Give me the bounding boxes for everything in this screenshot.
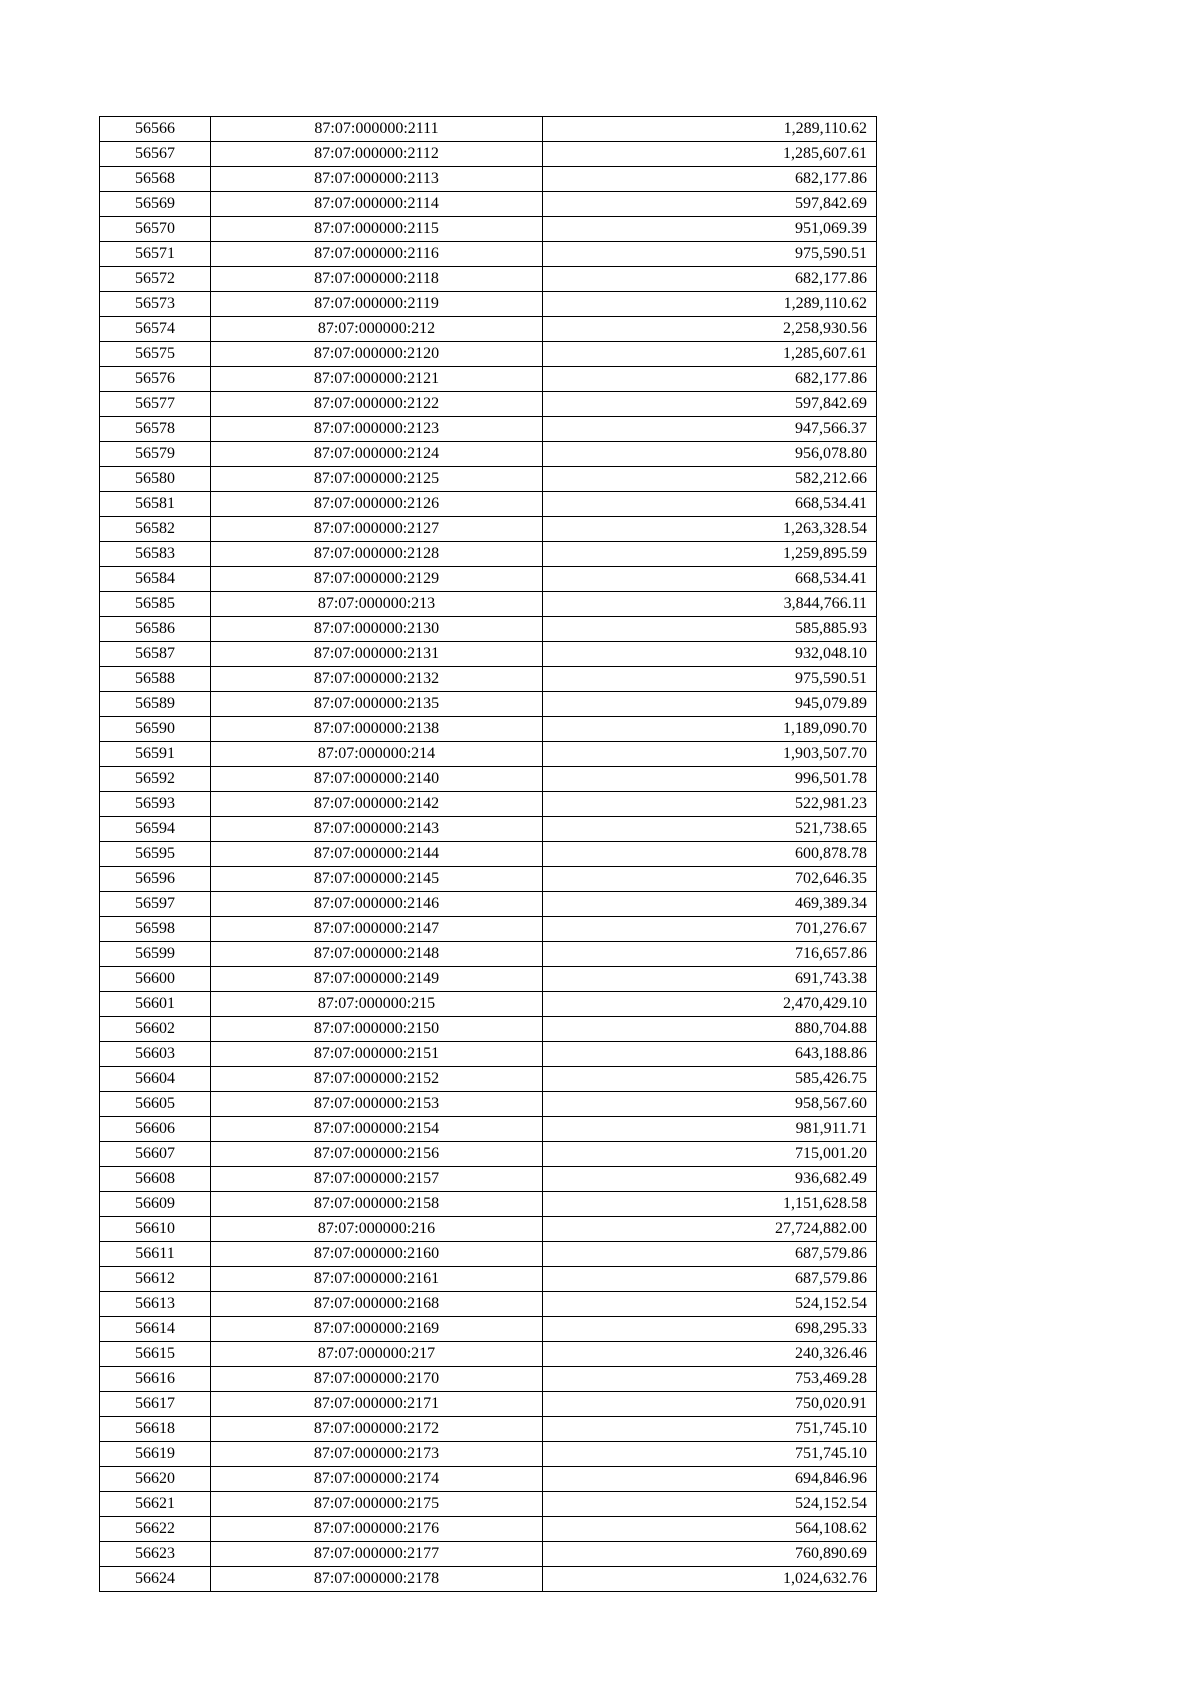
value-cell: 521,738.65 — [543, 817, 877, 842]
value-cell: 1,263,328.54 — [543, 517, 877, 542]
table-row — [100, 1517, 877, 1542]
value-cell: 958,567.60 — [543, 1092, 877, 1117]
table-row — [100, 1492, 877, 1517]
row-id-cell: 56619 — [100, 1442, 211, 1467]
cadastral-number-cell: 87:07:000000:2170 — [211, 1367, 543, 1392]
row-id-cell: 56610 — [100, 1217, 211, 1242]
value-cell: 687,579.86 — [543, 1242, 877, 1267]
table-row — [100, 567, 877, 592]
table-row — [100, 667, 877, 692]
row-id-cell: 56578 — [100, 417, 211, 442]
value-cell: 2,258,930.56 — [543, 317, 877, 342]
table-row — [100, 942, 877, 967]
value-cell: 716,657.86 — [543, 942, 877, 967]
cadastral-number-cell: 87:07:000000:215 — [211, 992, 543, 1017]
cadastral-number-cell: 87:07:000000:2123 — [211, 417, 543, 442]
value-cell: 945,079.89 — [543, 692, 877, 717]
cadastral-number-cell: 87:07:000000:2154 — [211, 1117, 543, 1142]
value-cell: 682,177.86 — [543, 367, 877, 392]
table-row — [100, 967, 877, 992]
row-id-cell: 56605 — [100, 1092, 211, 1117]
table-row — [100, 1242, 877, 1267]
value-cell: 698,295.33 — [543, 1317, 877, 1342]
row-id-cell: 56603 — [100, 1042, 211, 1067]
value-cell: 682,177.86 — [543, 267, 877, 292]
cadastral-number-cell: 87:07:000000:2151 — [211, 1042, 543, 1067]
table-row — [100, 392, 877, 417]
cadastral-number-cell: 87:07:000000:2177 — [211, 1542, 543, 1567]
value-cell: 668,534.41 — [543, 567, 877, 592]
table-row — [100, 167, 877, 192]
value-cell: 760,890.69 — [543, 1542, 877, 1567]
value-cell: 682,177.86 — [543, 167, 877, 192]
cadastral-number-cell: 87:07:000000:2172 — [211, 1417, 543, 1442]
row-id-cell: 56582 — [100, 517, 211, 542]
row-id-cell: 56584 — [100, 567, 211, 592]
row-id-cell: 56607 — [100, 1142, 211, 1167]
table-row — [100, 117, 877, 142]
cadastral-number-cell: 87:07:000000:216 — [211, 1217, 543, 1242]
cadastral-number-cell: 87:07:000000:2111 — [211, 117, 543, 142]
cadastral-number-cell: 87:07:000000:2161 — [211, 1267, 543, 1292]
cadastral-number-cell: 87:07:000000:217 — [211, 1342, 543, 1367]
cadastral-number-cell: 87:07:000000:2168 — [211, 1292, 543, 1317]
row-id-cell: 56580 — [100, 467, 211, 492]
cadastral-number-cell: 87:07:000000:2158 — [211, 1192, 543, 1217]
row-id-cell: 56624 — [100, 1567, 211, 1592]
cadastral-number-cell: 87:07:000000:2169 — [211, 1317, 543, 1342]
table-row — [100, 1392, 877, 1417]
value-cell: 524,152.54 — [543, 1292, 877, 1317]
value-cell: 1,289,110.62 — [543, 292, 877, 317]
value-cell: 1,151,628.58 — [543, 1192, 877, 1217]
table-row — [100, 1167, 877, 1192]
cadastral-number-cell: 87:07:000000:2130 — [211, 617, 543, 642]
value-cell: 932,048.10 — [543, 642, 877, 667]
value-cell: 715,001.20 — [543, 1142, 877, 1167]
cadastral-number-cell: 87:07:000000:2148 — [211, 942, 543, 967]
cadastral-number-cell: 87:07:000000:2152 — [211, 1067, 543, 1092]
row-id-cell: 56570 — [100, 217, 211, 242]
row-id-cell: 56623 — [100, 1542, 211, 1567]
value-cell: 1,024,632.76 — [543, 1567, 877, 1592]
value-cell: 687,579.86 — [543, 1267, 877, 1292]
row-id-cell: 56611 — [100, 1242, 211, 1267]
value-cell: 880,704.88 — [543, 1017, 877, 1042]
cadastral-number-cell: 87:07:000000:2118 — [211, 267, 543, 292]
row-id-cell: 56621 — [100, 1492, 211, 1517]
value-cell: 1,285,607.61 — [543, 342, 877, 367]
value-cell: 3,844,766.11 — [543, 592, 877, 617]
row-id-cell: 56572 — [100, 267, 211, 292]
cadastral-number-cell: 87:07:000000:2128 — [211, 542, 543, 567]
value-cell: 750,020.91 — [543, 1392, 877, 1417]
cadastral-number-cell: 87:07:000000:2119 — [211, 292, 543, 317]
table-row — [100, 1017, 877, 1042]
row-id-cell: 56581 — [100, 492, 211, 517]
table-row — [100, 1092, 877, 1117]
table-row — [100, 867, 877, 892]
table-row — [100, 217, 877, 242]
row-id-cell: 56598 — [100, 917, 211, 942]
table-row — [100, 742, 877, 767]
row-id-cell: 56593 — [100, 792, 211, 817]
row-id-cell: 56608 — [100, 1167, 211, 1192]
table-row — [100, 892, 877, 917]
table-row — [100, 267, 877, 292]
row-id-cell: 56606 — [100, 1117, 211, 1142]
value-cell: 643,188.86 — [543, 1042, 877, 1067]
value-cell: 996,501.78 — [543, 767, 877, 792]
value-cell: 240,326.46 — [543, 1342, 877, 1367]
table-row — [100, 492, 877, 517]
cadastral-number-cell: 87:07:000000:2142 — [211, 792, 543, 817]
row-id-cell: 56622 — [100, 1517, 211, 1542]
cadastral-number-cell: 87:07:000000:2114 — [211, 192, 543, 217]
value-cell: 1,189,090.70 — [543, 717, 877, 742]
cadastral-number-cell: 87:07:000000:2176 — [211, 1517, 543, 1542]
table-row — [100, 1142, 877, 1167]
row-id-cell: 56588 — [100, 667, 211, 692]
cadastral-number-cell: 87:07:000000:2127 — [211, 517, 543, 542]
cadastral-number-cell: 87:07:000000:2129 — [211, 567, 543, 592]
cadastral-number-cell: 87:07:000000:2178 — [211, 1567, 543, 1592]
table-row — [100, 817, 877, 842]
cadastral-number-cell: 87:07:000000:2124 — [211, 442, 543, 467]
table-body — [100, 117, 877, 1592]
row-id-cell: 56579 — [100, 442, 211, 467]
row-id-cell: 56590 — [100, 717, 211, 742]
value-cell: 524,152.54 — [543, 1492, 877, 1517]
cadastral-number-cell: 87:07:000000:2116 — [211, 242, 543, 267]
cadastral-number-cell: 87:07:000000:2171 — [211, 1392, 543, 1417]
table-row — [100, 1367, 877, 1392]
row-id-cell: 56566 — [100, 117, 211, 142]
cadastral-number-cell: 87:07:000000:2173 — [211, 1442, 543, 1467]
row-id-cell: 56573 — [100, 292, 211, 317]
value-cell: 951,069.39 — [543, 217, 877, 242]
value-cell: 947,566.37 — [543, 417, 877, 442]
row-id-cell: 56600 — [100, 967, 211, 992]
cadastral-number-cell: 87:07:000000:213 — [211, 592, 543, 617]
row-id-cell: 56604 — [100, 1067, 211, 1092]
table-row — [100, 1192, 877, 1217]
value-cell: 975,590.51 — [543, 242, 877, 267]
row-id-cell: 56601 — [100, 992, 211, 1017]
value-cell: 2,470,429.10 — [543, 992, 877, 1017]
cadastral-number-cell: 87:07:000000:2145 — [211, 867, 543, 892]
value-cell: 701,276.67 — [543, 917, 877, 942]
row-id-cell: 56594 — [100, 817, 211, 842]
row-id-cell: 56609 — [100, 1192, 211, 1217]
row-id-cell: 56592 — [100, 767, 211, 792]
value-cell: 564,108.62 — [543, 1517, 877, 1542]
row-id-cell: 56567 — [100, 142, 211, 167]
table-row — [100, 1067, 877, 1092]
row-id-cell: 56595 — [100, 842, 211, 867]
cadastral-number-cell: 87:07:000000:2138 — [211, 717, 543, 742]
row-id-cell: 56617 — [100, 1392, 211, 1417]
table-row — [100, 1342, 877, 1367]
table-row — [100, 467, 877, 492]
value-cell: 522,981.23 — [543, 792, 877, 817]
table-row — [100, 367, 877, 392]
table-row — [100, 1542, 877, 1567]
table-row — [100, 992, 877, 1017]
value-cell: 597,842.69 — [543, 392, 877, 417]
cadastral-number-cell: 87:07:000000:212 — [211, 317, 543, 342]
table-row — [100, 192, 877, 217]
cadastral-number-cell: 87:07:000000:2156 — [211, 1142, 543, 1167]
value-cell: 956,078.80 — [543, 442, 877, 467]
cadastral-number-cell: 87:07:000000:2146 — [211, 892, 543, 917]
value-cell: 27,724,882.00 — [543, 1217, 877, 1242]
table-row — [100, 292, 877, 317]
table-row — [100, 242, 877, 267]
value-cell: 691,743.38 — [543, 967, 877, 992]
row-id-cell: 56597 — [100, 892, 211, 917]
table-row — [100, 442, 877, 467]
table-row — [100, 1042, 877, 1067]
table-row — [100, 592, 877, 617]
table-row — [100, 317, 877, 342]
row-id-cell: 56587 — [100, 642, 211, 667]
value-cell: 600,878.78 — [543, 842, 877, 867]
table-row — [100, 1317, 877, 1342]
cadastral-number-cell: 87:07:000000:2140 — [211, 767, 543, 792]
row-id-cell: 56569 — [100, 192, 211, 217]
row-id-cell: 56575 — [100, 342, 211, 367]
table-row — [100, 542, 877, 567]
value-cell: 694,846.96 — [543, 1467, 877, 1492]
table-row — [100, 642, 877, 667]
row-id-cell: 56571 — [100, 242, 211, 267]
cadastral-number-cell: 87:07:000000:2174 — [211, 1467, 543, 1492]
row-id-cell: 56613 — [100, 1292, 211, 1317]
value-cell: 975,590.51 — [543, 667, 877, 692]
cadastral-number-cell: 87:07:000000:2135 — [211, 692, 543, 717]
cadastral-number-cell: 87:07:000000:2144 — [211, 842, 543, 867]
value-cell: 585,885.93 — [543, 617, 877, 642]
cadastral-number-cell: 87:07:000000:2160 — [211, 1242, 543, 1267]
value-cell: 1,259,895.59 — [543, 542, 877, 567]
value-cell: 751,745.10 — [543, 1417, 877, 1442]
row-id-cell: 56602 — [100, 1017, 211, 1042]
cadastral-number-cell: 87:07:000000:2157 — [211, 1167, 543, 1192]
row-id-cell: 56576 — [100, 367, 211, 392]
cadastral-number-cell: 87:07:000000:2126 — [211, 492, 543, 517]
table-row — [100, 767, 877, 792]
value-cell: 469,389.34 — [543, 892, 877, 917]
cadastral-number-cell: 87:07:000000:2112 — [211, 142, 543, 167]
cadastral-number-cell: 87:07:000000:2149 — [211, 967, 543, 992]
value-cell: 597,842.69 — [543, 192, 877, 217]
cadastral-number-cell: 87:07:000000:2132 — [211, 667, 543, 692]
table-row — [100, 417, 877, 442]
row-id-cell: 56577 — [100, 392, 211, 417]
cadastral-number-cell: 87:07:000000:2147 — [211, 917, 543, 942]
table-row — [100, 517, 877, 542]
cadastral-number-cell: 87:07:000000:2115 — [211, 217, 543, 242]
value-cell: 1,289,110.62 — [543, 117, 877, 142]
value-cell: 751,745.10 — [543, 1442, 877, 1467]
cadastral-number-cell: 87:07:000000:2143 — [211, 817, 543, 842]
table-row — [100, 1217, 877, 1242]
cadastral-number-cell: 87:07:000000:2153 — [211, 1092, 543, 1117]
table-row — [100, 1292, 877, 1317]
table-row — [100, 1417, 877, 1442]
row-id-cell: 56591 — [100, 742, 211, 767]
table-row — [100, 617, 877, 642]
data-table — [99, 116, 877, 1592]
value-cell: 753,469.28 — [543, 1367, 877, 1392]
table-row — [100, 1267, 877, 1292]
cadastral-number-cell: 87:07:000000:2113 — [211, 167, 543, 192]
table-row — [100, 917, 877, 942]
row-id-cell: 56568 — [100, 167, 211, 192]
row-id-cell: 56614 — [100, 1317, 211, 1342]
cadastral-number-cell: 87:07:000000:2122 — [211, 392, 543, 417]
row-id-cell: 56596 — [100, 867, 211, 892]
table-row — [100, 342, 877, 367]
table-row — [100, 1442, 877, 1467]
value-cell: 585,426.75 — [543, 1067, 877, 1092]
cadastral-number-cell: 87:07:000000:2150 — [211, 1017, 543, 1042]
table-row — [100, 792, 877, 817]
row-id-cell: 56589 — [100, 692, 211, 717]
row-id-cell: 56615 — [100, 1342, 211, 1367]
value-cell: 1,903,507.70 — [543, 742, 877, 767]
value-cell: 981,911.71 — [543, 1117, 877, 1142]
value-cell: 1,285,607.61 — [543, 142, 877, 167]
cadastral-number-cell: 87:07:000000:2121 — [211, 367, 543, 392]
cadastral-number-cell: 87:07:000000:214 — [211, 742, 543, 767]
cadastral-number-cell: 87:07:000000:2131 — [211, 642, 543, 667]
value-cell: 702,646.35 — [543, 867, 877, 892]
value-cell: 936,682.49 — [543, 1167, 877, 1192]
table-row — [100, 1567, 877, 1592]
row-id-cell: 56612 — [100, 1267, 211, 1292]
cadastral-number-cell: 87:07:000000:2175 — [211, 1492, 543, 1517]
cadastral-number-cell: 87:07:000000:2125 — [211, 467, 543, 492]
row-id-cell: 56599 — [100, 942, 211, 967]
table-row — [100, 717, 877, 742]
value-cell: 582,212.66 — [543, 467, 877, 492]
table-row — [100, 142, 877, 167]
row-id-cell: 56618 — [100, 1417, 211, 1442]
row-id-cell: 56574 — [100, 317, 211, 342]
value-cell: 668,534.41 — [543, 492, 877, 517]
row-id-cell: 56620 — [100, 1467, 211, 1492]
table-row — [100, 1117, 877, 1142]
table-row — [100, 692, 877, 717]
table-row — [100, 1467, 877, 1492]
row-id-cell: 56583 — [100, 542, 211, 567]
row-id-cell: 56585 — [100, 592, 211, 617]
cadastral-number-cell: 87:07:000000:2120 — [211, 342, 543, 367]
table-row — [100, 842, 877, 867]
row-id-cell: 56616 — [100, 1367, 211, 1392]
row-id-cell: 56586 — [100, 617, 211, 642]
